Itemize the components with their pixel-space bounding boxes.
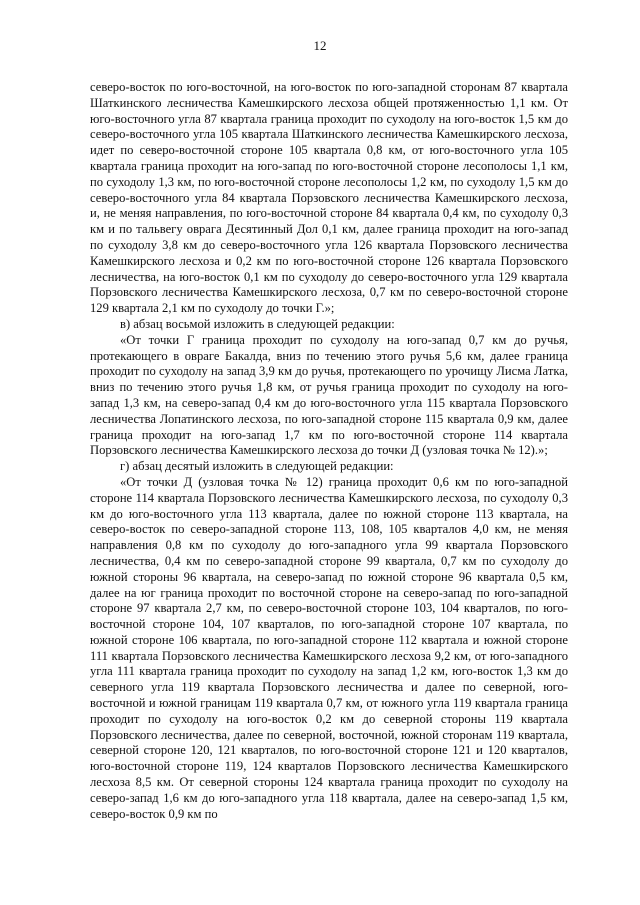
paragraph-point-g: «От точки Г граница проходит по суходолу на юго-запад 0,7 км до ручья, протекающего в овраге Бакалда, вниз по течению этого ручья 5,6 км, далее граница проходит по суходолу на запад 3,9 км до ручья, протекающего по урочищу Лисма Латка, вниз по течению этого ручья 1,8 км, от ручья граница проходит по суходолу на юго-запад 1,3 км, на северо-запад 0,4 км до юго-восточного угла 115 квартала Порзовского лесничества Лопатинского лесхоза, по юго-западной стороне 115 квартала 0,9 км, далее граница проходит на юго-запад 1,7 км по юго-восточной стороне 114 квартала Порзовского лесничества Камешкирского лесхоза до точки Д (узловая точка № 12).»; <box>90 332 568 458</box>
document-body <box>90 80 568 822</box>
paragraph-amendment-g: г) абзац десятый изложить в следующей редакции: <box>120 459 394 474</box>
paragraph-point-d: «От точки Д (узловая точка № 12) граница проходит 0,6 км по юго-западной стороне 114 квартала Порзовского лесничества Камешкирского лесхоза, по суходолу 0,3 км до юго-восточного угла 113 квартала, далее по южной стороне 113 квартала, на северо-восток по северо-западной стороне 113, 108, 105 кварталов 4,0 км, не меняя направления 0,8 км по суходолу до юго-западного угла 99 квартала Порзовского лесничества, 0,4 км по северо-западной стороне 99 квартала, 0,7 км по суходолу до южной стороны 96 квартала, на северо-запад по южной стороне 96 квартала 0,5 км, далее на юг граница проходит по восточной стороне на северо-запад по юго-западной стороне 97 квартала 2,7 км, по северо-восточной стороне 103, 104 кварталов, по юго-восточной стороне 104, 107 кварталов, по юго-западной стороне 107 квартала, по южной стороне 106 квартала, по юго-западной стороне 112 квартала и южной стороне 111 квартала Порзовского лесничества Камешкирского лесхоза 9,2 км, от юго-западного угла 111 квартала граница проходит по суходолу на запад 1,2 км, юго-восток 1,3 км до северного угла 119 квартала Порзовского лесничества и далее по северной, юго-восточной и южной границам 119 квартала 0,7 км, от южного угла 119 квартала граница проходит по суходолу на юго-восток 0,2 км до северной стороны 119 квартала Порзовского лесничества, далее по северной, восточной, южной сторонам 119 квартала, северной стороне 120, 121 кварталов, по юго-восточной стороне 121 и 120 кварталов, юго-восточной стороне 119, 124 кварталов Порзовского лесничества Камешкирского лесхоза 8,5 км. От северной стороны 124 квартала граница проходит по суходолу на северо-запад 1,6 км до юго-западного угла 118 квартала, далее на северо-запад 1,5 км, северо-восток 0,9 км по <box>90 474 568 821</box>
page-number: 12 <box>313 38 327 53</box>
paragraph-amendment-v: в) абзац восьмой изложить в следующей редакции: <box>120 316 395 331</box>
paragraph-continuation: северо-восток по юго-восточной, на юго-восток по юго-западной сторонам 87 квартала Шаткинского лесничества Камешкирского лесхоза общей протяженностью 1,1 км. От юго-восточного угла 87 квартала граница проходит по суходолу на юго-восток 1,5 км до северо-восточного угла 105 квартала Шаткинского лесничества Камешкирского лесхоза, идет по северо-восточной стороне 105 квартала 0,8 км, от юго-восточного угла 105 квартала граница проходит на юго-запад по юго-восточной стороне лесополосы 1,1 км, по суходолу 1,3 км, по юго-восточной стороне лесополосы 1,2 км, по суходолу 1,5 км до северо-восточного угла 84 квартала Порзовского лесничества Камешкирского лесхоза, и, не меняя направления, по юго-восточной стороне 84 квартала 0,4 км, по суходолу 0,3 км и по тальвегу оврага Десятинный Дол 0,1 км, далее граница проходит на юго-запад по суходолу 3,8 км до северо-восточного угла 126 квартала Порзовского лесничества Камешкирского лесхоза и 0,2 км по юго-восточной стороне 126 квартала Порзовского лесничества, на юго-восток 0,1 км по суходолу до северо-восточного угла 129 квартала Порзовского лесничества Камешкирского лесхоза, 0,7 км по северо-восточной стороне 129 квартала 2,1 км по суходолу до точки Г.»; <box>90 80 568 316</box>
